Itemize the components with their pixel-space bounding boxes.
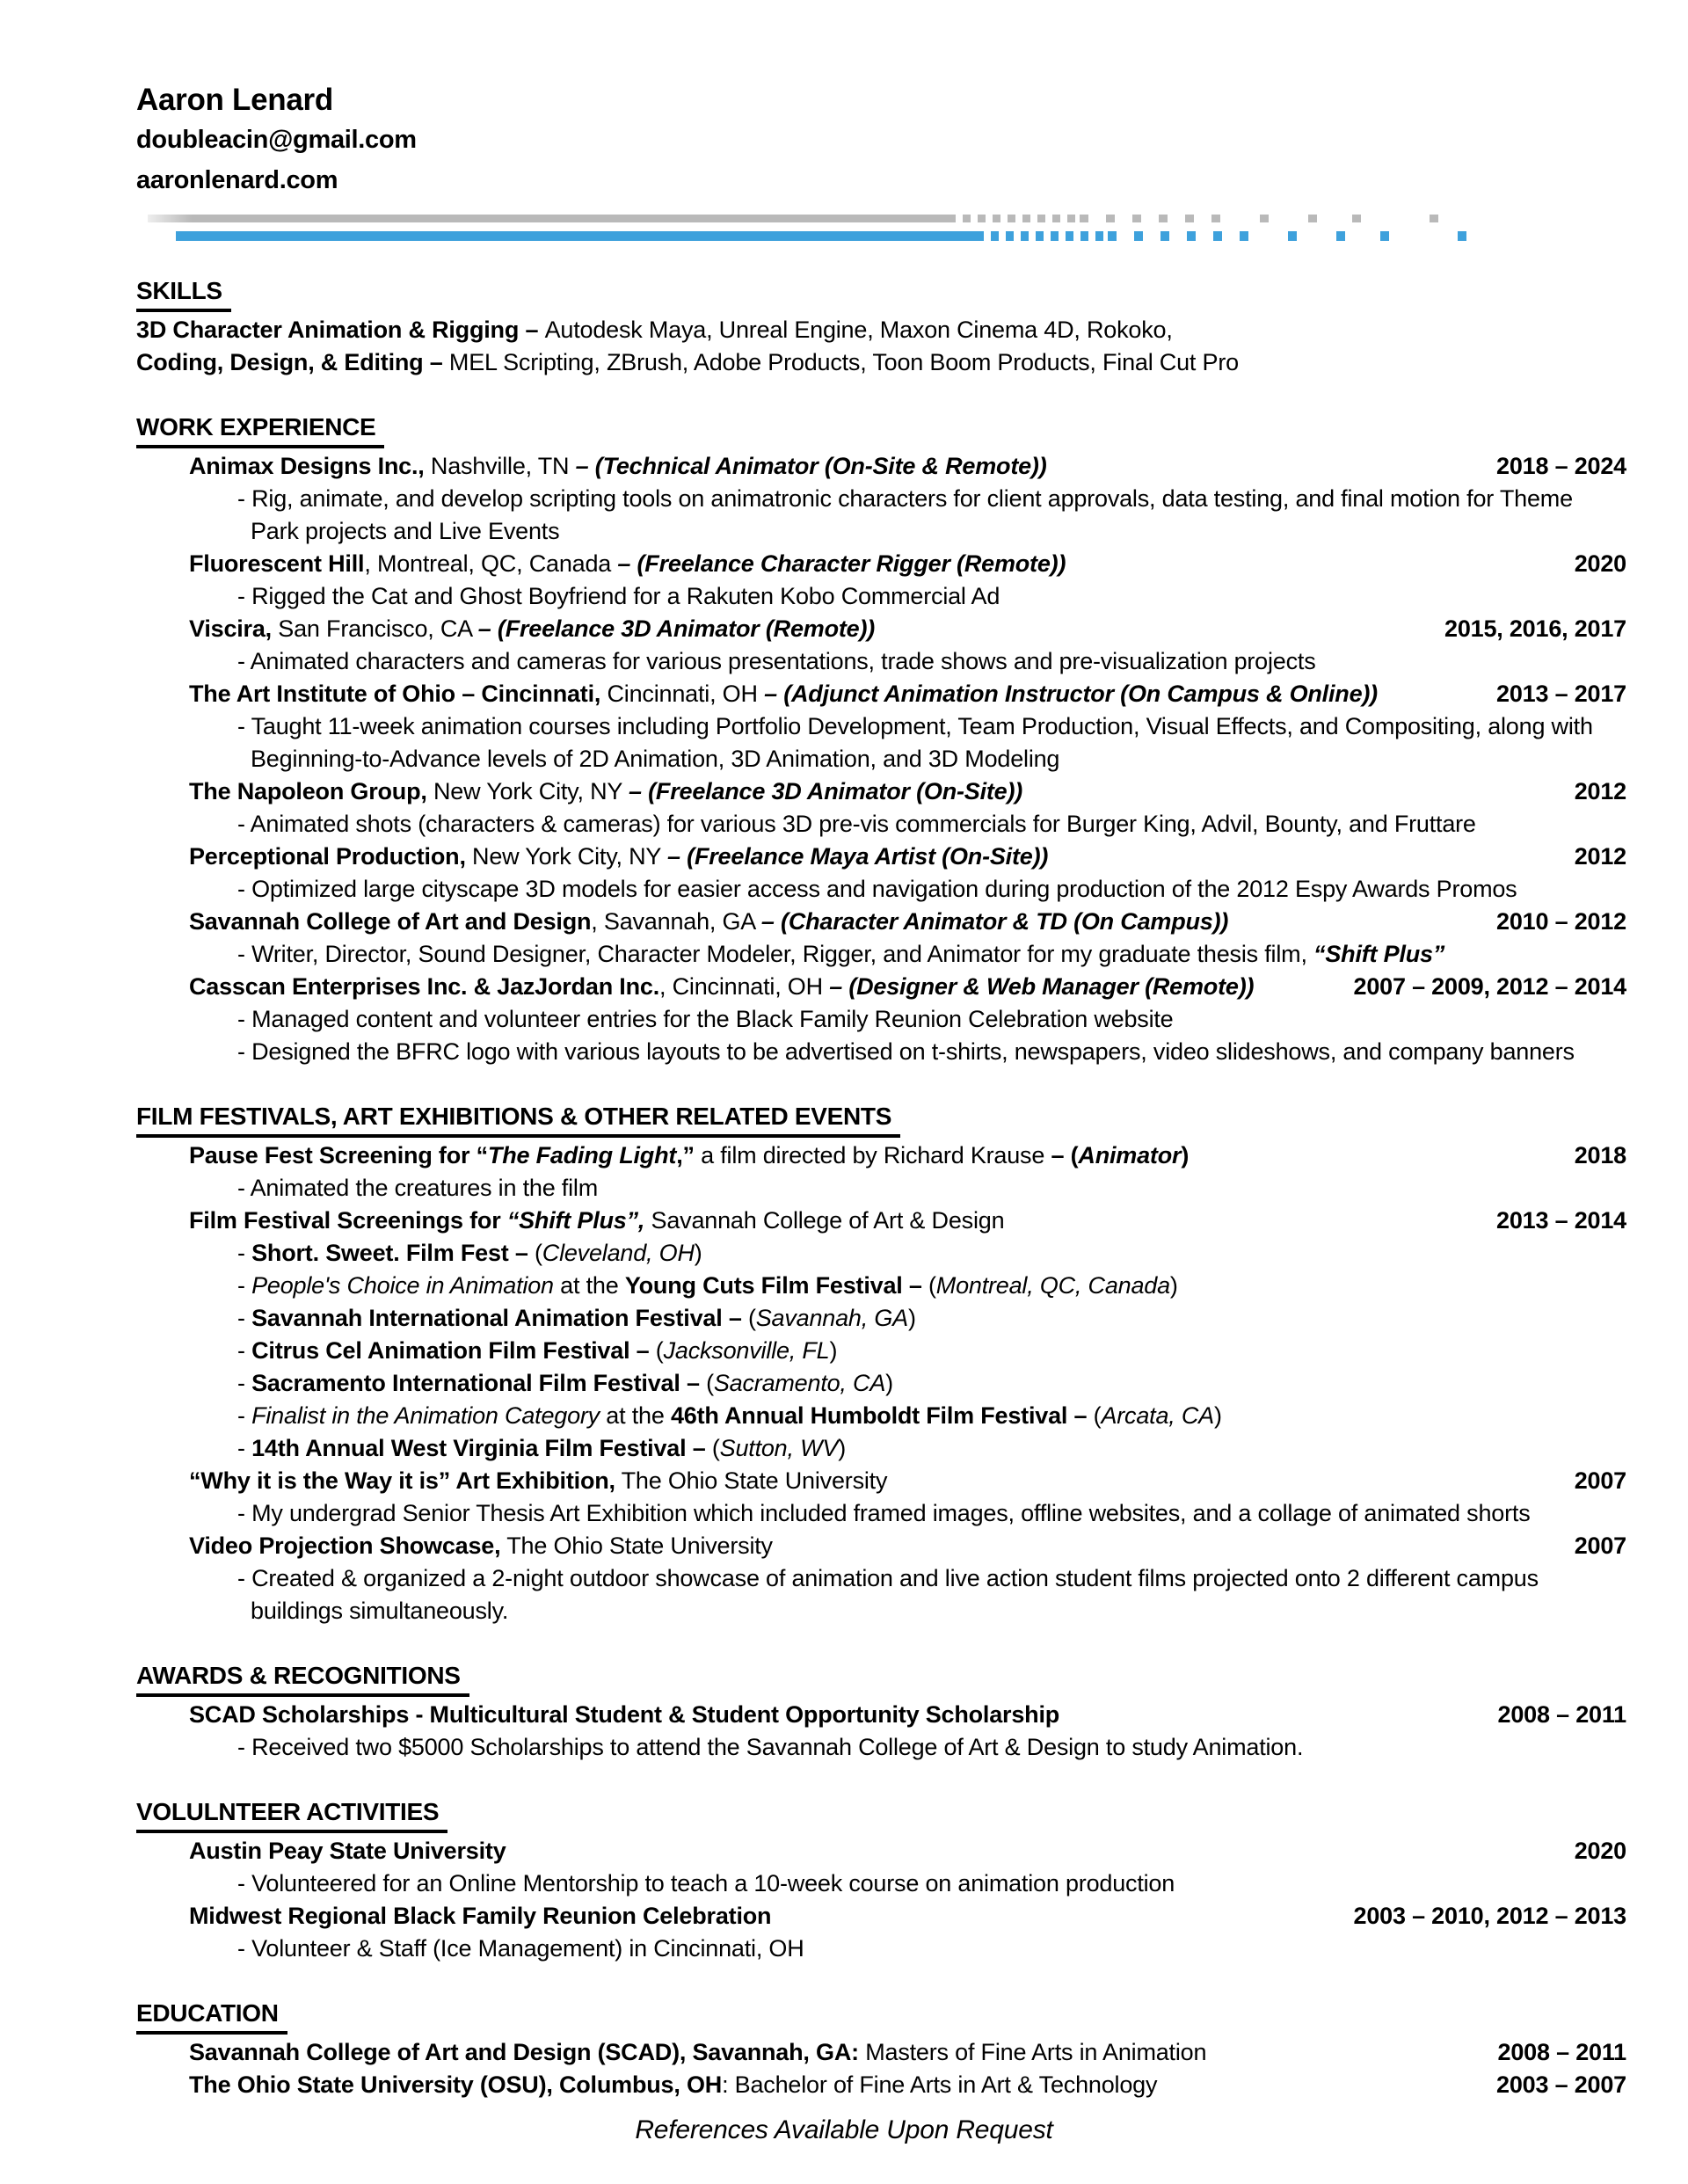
website-text: aaronlenard.com	[136, 166, 338, 194]
section-heading-skills: SKILLS	[136, 274, 231, 312]
person-name: Aaron Lenard	[136, 83, 333, 117]
entry-bullet: - Finalist in the Animation Category at the 46th Annual Humboldt Film Festival – (Arcata, CA)	[237, 1402, 1222, 1429]
entry-date: 2007	[1574, 1467, 1626, 1494]
entry-bullet: - Short. Sweet. Film Fest – (Cleveland, OH)	[237, 1240, 702, 1266]
entry-date: 2012	[1574, 778, 1626, 804]
section-heading-awards: AWARDS & RECOGNITIONS	[136, 1659, 469, 1697]
section-volunteer	[136, 1795, 1626, 1965]
entry-bullet: - Managed content and volunteer entries for the Black Family Reunion Celebration website	[237, 1006, 1174, 1032]
entry-bullet: - Volunteered for an Online Mentorship to teach a 10-week course on animation production	[237, 1870, 1175, 1896]
work-entry-fluorescent-hill	[189, 548, 1626, 613]
section-awards	[136, 1659, 1626, 1764]
entry-date: 2010 – 2012	[1496, 908, 1626, 935]
entry-date: 2007	[1574, 1532, 1626, 1559]
section-heading-volunteer: VOLULNTEER ACTIVITIES	[136, 1795, 447, 1833]
work-entries	[189, 450, 1626, 1068]
footer-note: References Available Upon Request	[635, 2115, 1053, 2144]
entry-date: 2012	[1574, 843, 1626, 870]
section-heading-work-experience: WORK EXPERIENCE	[136, 411, 384, 448]
work-entry-napoleon-group	[189, 775, 1626, 841]
entry-bullet: - 14th Annual West Virginia Film Festival – (Sutton, WV)	[237, 1435, 846, 1461]
section-education	[136, 1997, 1626, 2101]
work-entry-art-institute	[189, 678, 1626, 775]
festival-entry-why-it-is	[189, 1465, 1626, 1530]
section-heading-education: EDUCATION	[136, 1997, 287, 2035]
entry-title: Casscan Enterprises Inc. & JazJordan Inc., Cincinnati, OH – (Designer & Web Manager (Remote))	[189, 973, 1255, 1000]
entry-date: 2018 – 2024	[1496, 453, 1626, 479]
education-entries	[189, 2036, 1626, 2101]
entry-date: 2008 – 2011	[1497, 2039, 1626, 2065]
entry-bullet: - Rig, animate, and develop scripting tools on animatronic characters for client approvals, data testing, and final motion for Theme Park projects and Live Events	[237, 485, 1573, 544]
entry-title: Austin Peay State University	[189, 1838, 506, 1864]
section-skills	[136, 274, 1626, 379]
volunteer-entry-midwest-bfrc	[189, 1900, 1626, 1965]
entry-date: 2007 – 2009, 2012 – 2014	[1353, 973, 1626, 1000]
work-entry-scad	[189, 906, 1626, 971]
entry-title: Viscira, San Francisco, CA – (Freelance 3D Animator (Remote))	[189, 615, 876, 642]
entry-date: 2020	[1574, 550, 1626, 577]
section-heading-film-festivals: FILM FESTIVALS, ART EXHIBITIONS & OTHER RELATED EVENTS	[136, 1100, 900, 1138]
section-film-festivals	[136, 1100, 1626, 1627]
entry-bullet: - Designed the BFRC logo with various layouts to be advertised on t-shirts, newspapers, video slideshows, and company banners	[237, 1038, 1575, 1065]
entry-bullet: - Sacramento International Film Festival – (Sacramento, CA)	[237, 1370, 893, 1396]
entry-bullet: - Taught 11-week animation courses including Portfolio Development, Team Production, Visual Effects, and Compositing, along with Beginning-to-Advance levels of 2D Animation, 3D Animation, and 3D Modeling	[237, 713, 1593, 772]
entry-bullet: - Animated characters and cameras for various presentations, trade shows and pre-visualization projects	[237, 648, 1316, 674]
entry-title: Animax Designs Inc., Nashville, TN – (Technical Animator (On-Site & Remote))	[189, 453, 1047, 479]
volunteer-entries	[189, 1835, 1626, 1965]
entry-date: 2013 – 2014	[1496, 1207, 1626, 1234]
entry-date: 2008 – 2011	[1497, 1701, 1626, 1728]
entry-date: 2003 – 2007	[1496, 2071, 1626, 2098]
award-entries	[189, 1699, 1626, 1764]
entry-date: 2013 – 2017	[1496, 681, 1626, 707]
entry-title: The Napoleon Group, New York City, NY – (Freelance 3D Animator (On-Site))	[189, 778, 1023, 804]
section-work-experience	[136, 411, 1626, 1068]
entry-bullet: - Savannah International Animation Festival – (Savannah, GA)	[237, 1305, 916, 1331]
festival-entry-shift-plus-screenings	[189, 1205, 1626, 1465]
entry-title: Film Festival Screenings for “Shift Plus”, Savannah College of Art & Design	[189, 1207, 1005, 1234]
entry-date: 2020	[1574, 1838, 1626, 1864]
entry-bullet: - Animated shots (characters & cameras) for various 3D pre-vis commercials for Burger King, Advil, Bounty, and Fruttare	[237, 811, 1476, 837]
work-entry-casscan	[189, 971, 1626, 1068]
entry-bullet: - People's Choice in Animation at the Young Cuts Film Festival – (Montreal, QC, Canada)	[237, 1272, 1178, 1299]
email-text: doubleacin@gmail.com	[136, 126, 417, 154]
entry-title: Savannah College of Art and Design (SCAD), Savannah, GA: Masters of Fine Arts in Animation	[189, 2039, 1207, 2065]
volunteer-entry-austin-peay	[189, 1835, 1626, 1900]
divider-gray-line	[148, 215, 1462, 222]
entry-bullet: - My undergrad Senior Thesis Art Exhibition which included framed images, offline websites, and a collage of animated shorts	[237, 1500, 1531, 1526]
work-entry-animax	[189, 450, 1626, 548]
entry-bullet: - Rigged the Cat and Ghost Boyfriend for a Rakuten Kobo Commercial Ad	[237, 583, 1000, 609]
entry-title: Fluorescent Hill, Montreal, QC, Canada – (Freelance Character Rigger (Remote))	[189, 550, 1066, 577]
entry-title: “Why it is the Way it is” Art Exhibition, The Ohio State University	[189, 1467, 888, 1494]
entry-title: SCAD Scholarships - Multicultural Student & Student Opportunity Scholarship	[189, 1701, 1060, 1728]
education-entry-osu	[189, 2069, 1626, 2101]
festival-entries	[189, 1139, 1626, 1627]
entry-title: Perceptional Production, New York City, NY – (Freelance Maya Artist (On-Site))	[189, 843, 1049, 870]
entry-bullet: - Received two $5000 Scholarships to attend the Savannah College of Art & Design to study Animation.	[237, 1734, 1304, 1760]
entry-bullet: - Optimized large cityscape 3D models for easier access and navigation during production of the 2012 Espy Awards Promos	[237, 876, 1517, 902]
entry-title: The Ohio State University (OSU), Columbus, OH: Bachelor of Fine Arts in Art & Technology	[189, 2071, 1158, 2098]
entry-title: Video Projection Showcase, The Ohio State University	[189, 1532, 773, 1559]
work-entry-viscira	[189, 613, 1626, 678]
entry-title: Midwest Regional Black Family Reunion Celebration	[189, 1903, 772, 1929]
skills-line-coding: Coding, Design, & Editing – MEL Scripting, ZBrush, Adobe Products, Toon Boom Products, Final Cut Pro	[136, 349, 1239, 375]
festival-entry-video-projection	[189, 1530, 1626, 1627]
entry-bullet: - Animated the creatures in the film	[237, 1175, 598, 1201]
divider-blue-line	[176, 231, 1495, 241]
decorative-divider	[136, 215, 1626, 243]
entry-title: Pause Fest Screening for “The Fading Light,” a film directed by Richard Krause – (Animator)	[189, 1142, 1190, 1168]
entry-bullet: - Created & organized a 2-night outdoor showcase of animation and live action student films projected onto 2 different campus buildings simultaneously.	[237, 1565, 1539, 1624]
header	[136, 81, 1626, 200]
work-entry-perceptional	[189, 841, 1626, 906]
entry-title: The Art Institute of Ohio – Cincinnati, Cincinnati, OH – (Adjunct Animation Instructor (On Campus & Online))	[189, 681, 1378, 707]
entry-title: Savannah College of Art and Design, Savannah, GA – (Character Animator & TD (On Campus))	[189, 908, 1229, 935]
entry-bullet: - Volunteer & Staff (Ice Management) in Cincinnati, OH	[237, 1935, 804, 1962]
entry-date: 2003 – 2010, 2012 – 2013	[1353, 1903, 1626, 1929]
entry-date: 2015, 2016, 2017	[1444, 615, 1626, 642]
award-entry-scad-scholarships	[189, 1699, 1626, 1764]
entry-bullet: - Writer, Director, Sound Designer, Character Modeler, Rigger, and Animator for my graduate thesis film, “Shift Plus”	[237, 941, 1445, 967]
entry-date: 2018	[1574, 1142, 1626, 1168]
festival-entry-pause-fest	[189, 1139, 1626, 1205]
skills-line-animation: 3D Character Animation & Rigging – Autodesk Maya, Unreal Engine, Maxon Cinema 4D, Rokoko,	[136, 317, 1173, 343]
education-entry-scad	[189, 2036, 1626, 2069]
entry-bullet: - Citrus Cel Animation Film Festival – (Jacksonville, FL)	[237, 1337, 838, 1364]
